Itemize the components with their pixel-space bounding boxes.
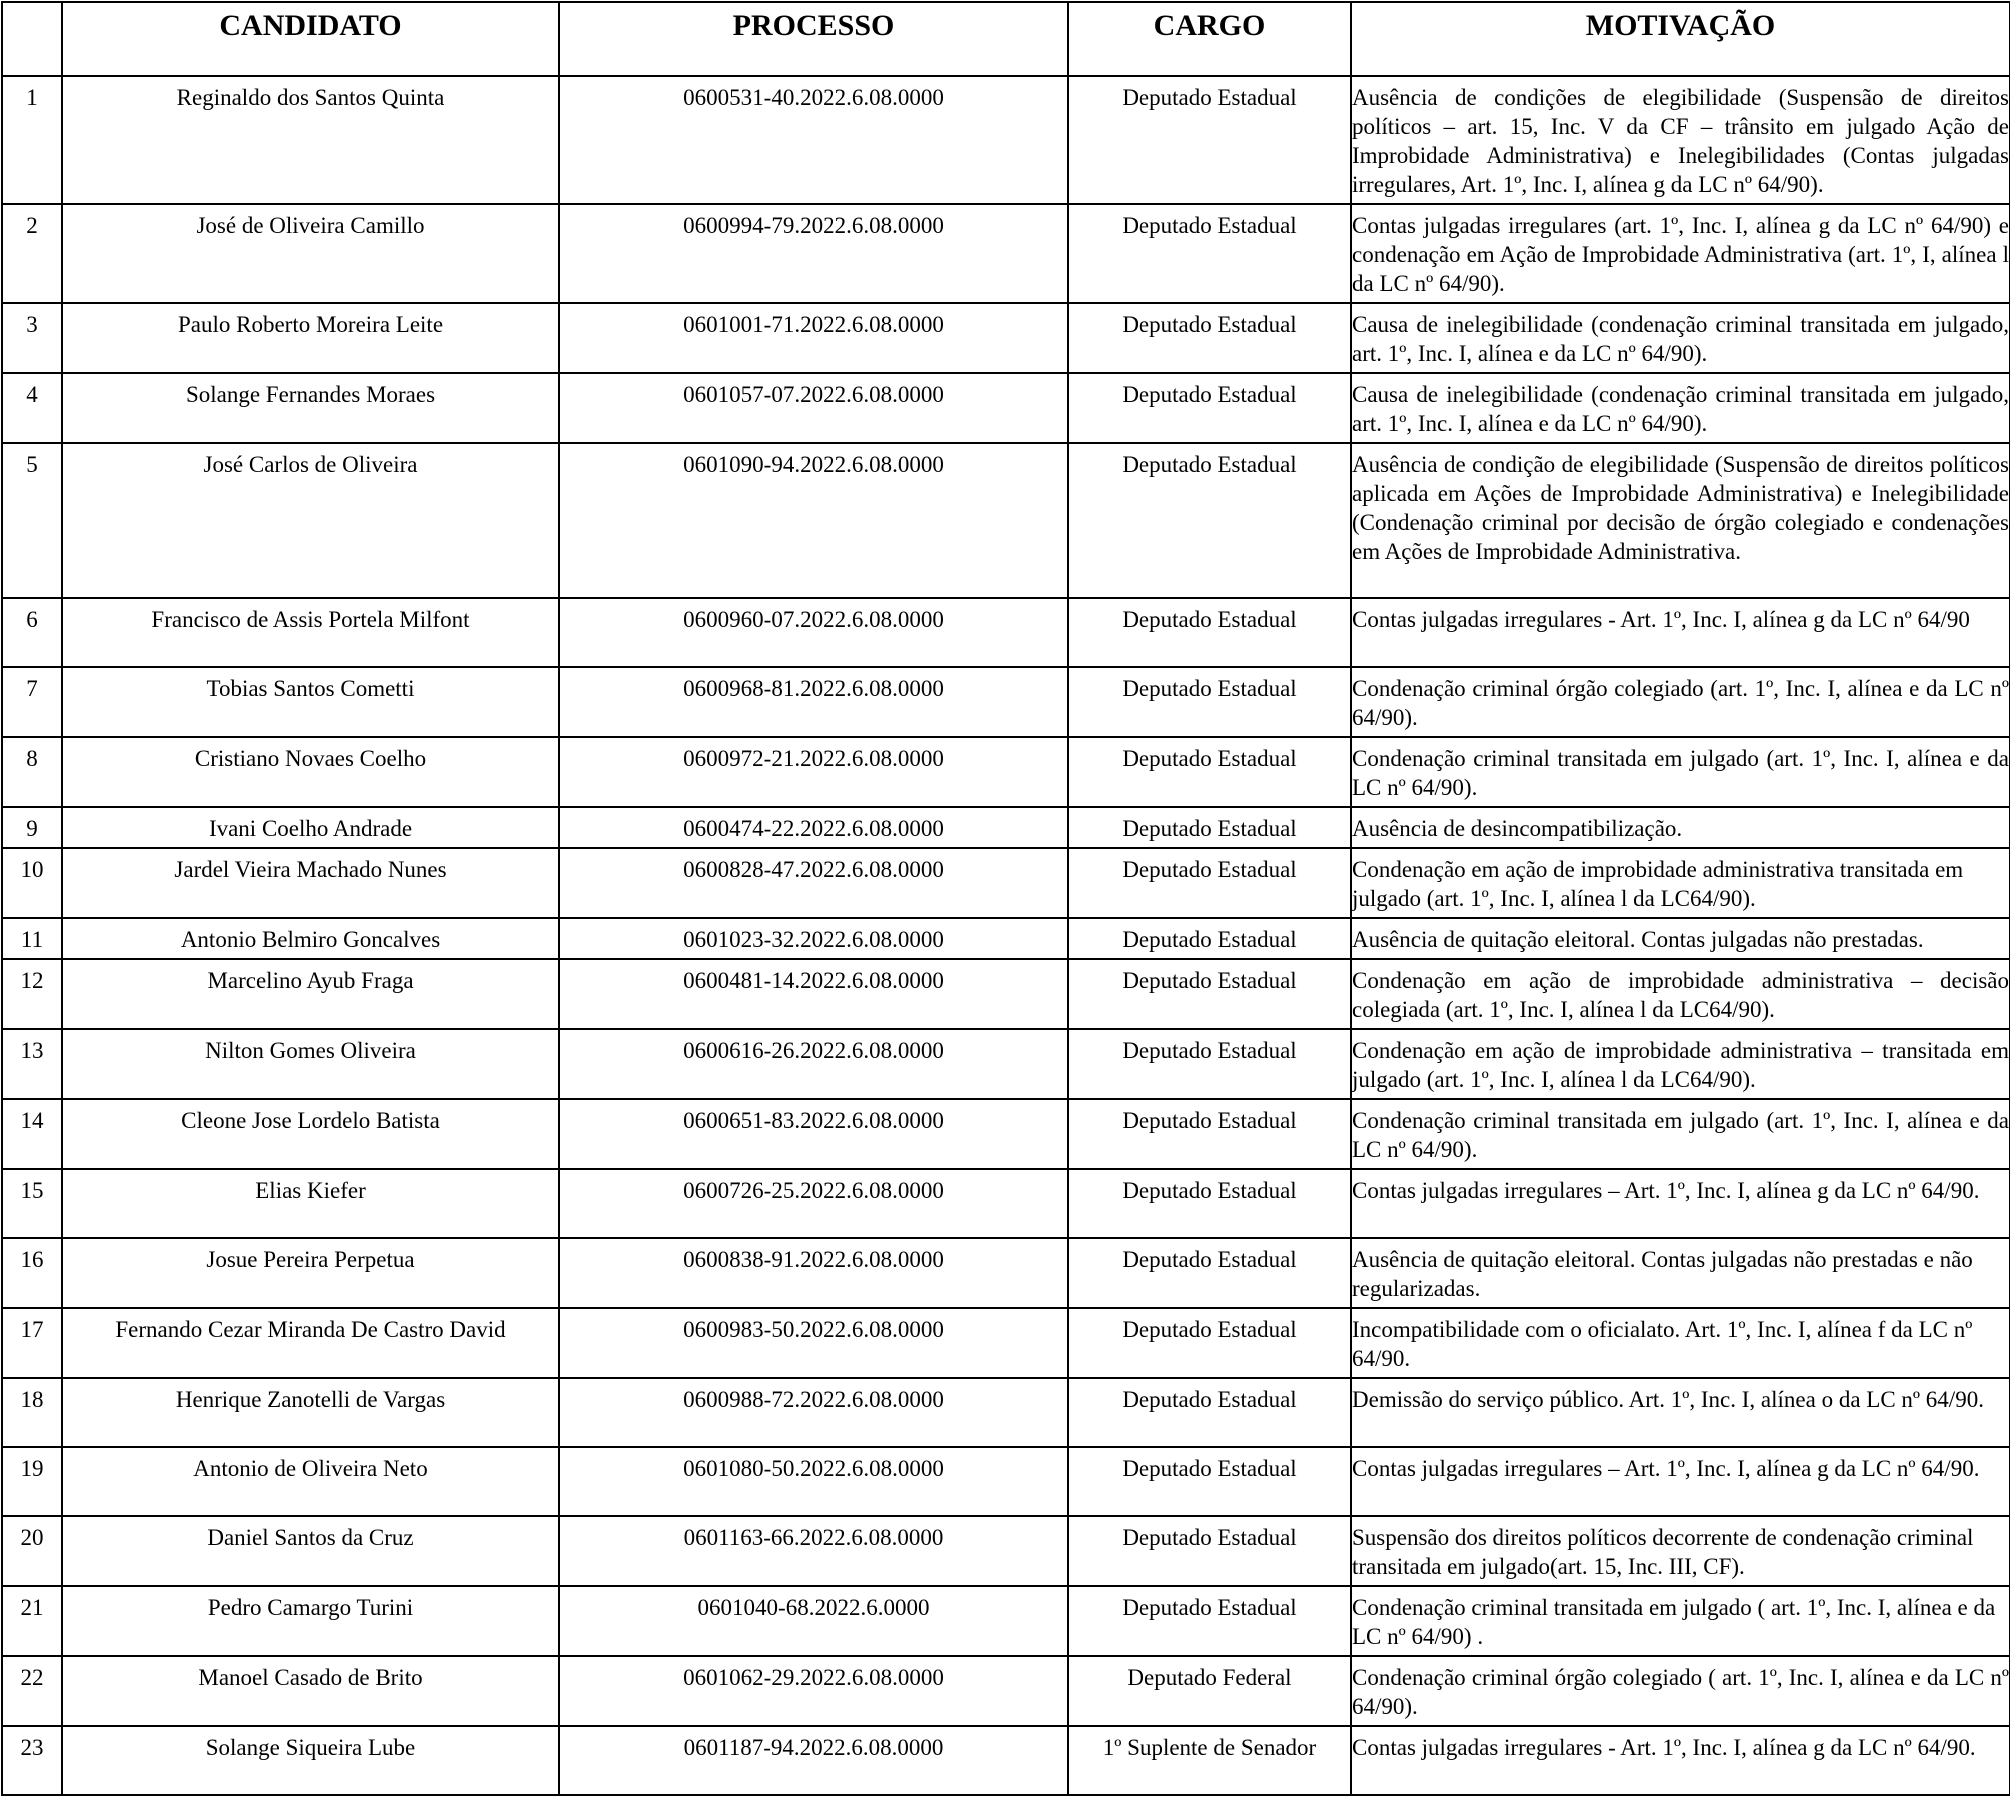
process-number: 0601090-94.2022.6.08.0000 xyxy=(559,443,1068,598)
motivation: Condenação em ação de improbidade administrativa – decisão colegiada (art. 1º, Inc. I, alínea l da LC64/90). xyxy=(1351,959,2010,1029)
candidate-name: Cristiano Novaes Coelho xyxy=(62,737,559,807)
process-number: 0600972-21.2022.6.08.0000 xyxy=(559,737,1068,807)
table-row xyxy=(2,737,2010,807)
candidate-name: Solange Siqueira Lube xyxy=(62,1726,559,1795)
motivation: Contas julgadas irregulares – Art. 1º, Inc. I, alínea g da LC nº 64/90. xyxy=(1351,1169,2010,1238)
row-number: 18 xyxy=(2,1378,62,1447)
motivation: Contas julgadas irregulares – Art. 1º, Inc. I, alínea g da LC nº 64/90. xyxy=(1351,1447,2010,1516)
process-number: 0600960-07.2022.6.08.0000 xyxy=(559,598,1068,667)
table-row xyxy=(2,1447,2010,1516)
motivation: Condenação em ação de improbidade administrativa transitada em julgado (art. 1º, Inc. I, alínea l da LC64/90). xyxy=(1351,848,2010,918)
row-number: 15 xyxy=(2,1169,62,1238)
header-motivacao: MOTIVAÇÃO xyxy=(1351,2,2010,76)
candidates-table xyxy=(1,1,2010,1796)
row-number: 6 xyxy=(2,598,62,667)
table-row xyxy=(2,667,2010,737)
candidate-name: Solange Fernandes Moraes xyxy=(62,373,559,443)
motivation: Condenação criminal transitada em julgado ( art. 1º, Inc. I, alínea e da LC nº 64/90) . xyxy=(1351,1586,2010,1656)
row-number: 22 xyxy=(2,1656,62,1726)
candidate-name: Ivani Coelho Andrade xyxy=(62,807,559,848)
candidate-name: Manoel Casado de Brito xyxy=(62,1656,559,1726)
row-number: 23 xyxy=(2,1726,62,1795)
header-num xyxy=(2,2,62,76)
candidate-name: Marcelino Ayub Fraga xyxy=(62,959,559,1029)
row-number: 21 xyxy=(2,1586,62,1656)
process-number: 0601062-29.2022.6.08.0000 xyxy=(559,1656,1068,1726)
process-number: 0600988-72.2022.6.08.0000 xyxy=(559,1378,1068,1447)
process-number: 0601040-68.2022.6.0000 xyxy=(559,1586,1068,1656)
table-row xyxy=(2,807,2010,848)
process-number: 0601080-50.2022.6.08.0000 xyxy=(559,1447,1068,1516)
table-row xyxy=(2,1656,2010,1726)
position: Deputado Estadual xyxy=(1068,303,1351,373)
motivation: Ausência de quitação eleitoral. Contas julgadas não prestadas e não regularizadas. xyxy=(1351,1238,2010,1308)
row-number: 9 xyxy=(2,807,62,848)
row-number: 20 xyxy=(2,1516,62,1586)
candidate-name: Nilton Gomes Oliveira xyxy=(62,1029,559,1099)
motivation: Condenação criminal transitada em julgado (art. 1º, Inc. I, alínea e da LC nº 64/90). xyxy=(1351,1099,2010,1169)
row-number: 10 xyxy=(2,848,62,918)
candidate-name: Paulo Roberto Moreira Leite xyxy=(62,303,559,373)
table-row xyxy=(2,848,2010,918)
motivation: Contas julgadas irregulares - Art. 1º, Inc. I, alínea g da LC nº 64/90 xyxy=(1351,598,2010,667)
header-candidato: CANDIDATO xyxy=(62,2,559,76)
table-row xyxy=(2,303,2010,373)
row-number: 8 xyxy=(2,737,62,807)
position: Deputado Estadual xyxy=(1068,1169,1351,1238)
position: Deputado Estadual xyxy=(1068,1516,1351,1586)
candidate-name: Elias Kiefer xyxy=(62,1169,559,1238)
motivation: Ausência de quitação eleitoral. Contas julgadas não prestadas. xyxy=(1351,918,2010,959)
candidate-name: Jardel Vieira Machado Nunes xyxy=(62,848,559,918)
position: Deputado Estadual xyxy=(1068,1447,1351,1516)
process-number: 0600481-14.2022.6.08.0000 xyxy=(559,959,1068,1029)
table-row xyxy=(2,1029,2010,1099)
position: 1º Suplente de Senador xyxy=(1068,1726,1351,1795)
motivation: Demissão do serviço público. Art. 1º, Inc. I, alínea o da LC nº 64/90. xyxy=(1351,1378,2010,1447)
candidate-name: José Carlos de Oliveira xyxy=(62,443,559,598)
process-number: 0600983-50.2022.6.08.0000 xyxy=(559,1308,1068,1378)
motivation: Ausência de condições de elegibilidade (Suspensão de direitos políticos – art. 15, Inc. V da CF – trânsito em julgado Ação de Improbidade Administrativa) e Inelegibilidades (Contas julgadas irregulares, Art. 1º, Inc. I, alínea g da LC nº 64/90). xyxy=(1351,76,2010,204)
row-number: 12 xyxy=(2,959,62,1029)
motivation: Condenação criminal órgão colegiado ( art. 1º, Inc. I, alínea e da LC nº 64/90). xyxy=(1351,1656,2010,1726)
motivation: Contas julgadas irregulares (art. 1º, Inc. I, alínea g da LC nº 64/90) e condenação em Ação de Improbidade Administrativa (art. 1º, I, alínea l da LC nº 64/90). xyxy=(1351,204,2010,303)
motivation: Causa de inelegibilidade (condenação criminal transitada em julgado, art. 1º, Inc. I, alínea e da LC nº 64/90). xyxy=(1351,303,2010,373)
process-number: 0601001-71.2022.6.08.0000 xyxy=(559,303,1068,373)
process-number: 0600726-25.2022.6.08.0000 xyxy=(559,1169,1068,1238)
process-number: 0600838-91.2022.6.08.0000 xyxy=(559,1238,1068,1308)
table-row xyxy=(2,443,2010,598)
row-number: 3 xyxy=(2,303,62,373)
position: Deputado Estadual xyxy=(1068,737,1351,807)
process-number: 0601023-32.2022.6.08.0000 xyxy=(559,918,1068,959)
row-number: 13 xyxy=(2,1029,62,1099)
header-cargo: CARGO xyxy=(1068,2,1351,76)
position: Deputado Estadual xyxy=(1068,1308,1351,1378)
row-number: 2 xyxy=(2,204,62,303)
position: Deputado Estadual xyxy=(1068,204,1351,303)
row-number: 7 xyxy=(2,667,62,737)
row-number: 19 xyxy=(2,1447,62,1516)
header-processo: PROCESSO xyxy=(559,2,1068,76)
candidate-name: Pedro Camargo Turini xyxy=(62,1586,559,1656)
process-number: 0600651-83.2022.6.08.0000 xyxy=(559,1099,1068,1169)
process-number: 0600828-47.2022.6.08.0000 xyxy=(559,848,1068,918)
row-number: 17 xyxy=(2,1308,62,1378)
table-row xyxy=(2,1308,2010,1378)
motivation: Ausência de condição de elegibilidade (Suspensão de direitos políticos aplicada em Ações de Improbidade Administrativa) e Inelegibilidade (Condenação criminal por decisão de órgão colegiado e condenações em Ações de Improbidade Administrativa. xyxy=(1351,443,2010,598)
table-header xyxy=(2,2,2010,76)
table-row xyxy=(2,959,2010,1029)
candidate-name: Henrique Zanotelli de Vargas xyxy=(62,1378,559,1447)
header-row xyxy=(2,2,2010,76)
position: Deputado Estadual xyxy=(1068,1099,1351,1169)
motivation: Condenação em ação de improbidade administrativa – transitada em julgado (art. 1º, Inc. I, alínea l da LC64/90). xyxy=(1351,1029,2010,1099)
candidate-name: Tobias Santos Cometti xyxy=(62,667,559,737)
motivation: Contas julgadas irregulares - Art. 1º, Inc. I, alínea g da LC nº 64/90. xyxy=(1351,1726,2010,1795)
process-number: 0600994-79.2022.6.08.0000 xyxy=(559,204,1068,303)
table-row xyxy=(2,1238,2010,1308)
candidate-name: Reginaldo dos Santos Quinta xyxy=(62,76,559,204)
candidate-name: Antonio Belmiro Goncalves xyxy=(62,918,559,959)
position: Deputado Estadual xyxy=(1068,807,1351,848)
process-number: 0600616-26.2022.6.08.0000 xyxy=(559,1029,1068,1099)
candidate-name: José de Oliveira Camillo xyxy=(62,204,559,303)
table-row xyxy=(2,1169,2010,1238)
table-body xyxy=(2,76,2010,1795)
row-number: 16 xyxy=(2,1238,62,1308)
candidate-name: Josue Pereira Perpetua xyxy=(62,1238,559,1308)
row-number: 14 xyxy=(2,1099,62,1169)
motivation: Causa de inelegibilidade (condenação criminal transitada em julgado, art. 1º, Inc. I, alínea e da LC nº 64/90). xyxy=(1351,373,2010,443)
table-row xyxy=(2,76,2010,204)
candidate-name: Fernando Cezar Miranda De Castro David xyxy=(62,1308,559,1378)
process-number: 0601163-66.2022.6.08.0000 xyxy=(559,1516,1068,1586)
process-number: 0600531-40.2022.6.08.0000 xyxy=(559,76,1068,204)
table-row xyxy=(2,373,2010,443)
process-number: 0601187-94.2022.6.08.0000 xyxy=(559,1726,1068,1795)
position: Deputado Federal xyxy=(1068,1656,1351,1726)
process-number: 0600968-81.2022.6.08.0000 xyxy=(559,667,1068,737)
motivation: Condenação criminal órgão colegiado (art. 1º, Inc. I, alínea e da LC nº 64/90). xyxy=(1351,667,2010,737)
position: Deputado Estadual xyxy=(1068,848,1351,918)
row-number: 1 xyxy=(2,76,62,204)
candidate-name: Francisco de Assis Portela Milfont xyxy=(62,598,559,667)
process-number: 0600474-22.2022.6.08.0000 xyxy=(559,807,1068,848)
row-number: 11 xyxy=(2,918,62,959)
position: Deputado Estadual xyxy=(1068,959,1351,1029)
position: Deputado Estadual xyxy=(1068,598,1351,667)
table-row xyxy=(2,204,2010,303)
table-row xyxy=(2,1378,2010,1447)
candidate-name: Cleone Jose Lordelo Batista xyxy=(62,1099,559,1169)
position: Deputado Estadual xyxy=(1068,373,1351,443)
table-row xyxy=(2,1099,2010,1169)
position: Deputado Estadual xyxy=(1068,1586,1351,1656)
motivation: Ausência de desincompatibilização. xyxy=(1351,807,2010,848)
motivation: Incompatibilidade com o oficialato. Art. 1º, Inc. I, alínea f da LC nº 64/90. xyxy=(1351,1308,2010,1378)
position: Deputado Estadual xyxy=(1068,1029,1351,1099)
motivation: Condenação criminal transitada em julgado (art. 1º, Inc. I, alínea e da LC nº 64/90). xyxy=(1351,737,2010,807)
position: Deputado Estadual xyxy=(1068,667,1351,737)
candidate-name: Antonio de Oliveira Neto xyxy=(62,1447,559,1516)
position: Deputado Estadual xyxy=(1068,76,1351,204)
process-number: 0601057-07.2022.6.08.0000 xyxy=(559,373,1068,443)
candidate-name: Daniel Santos da Cruz xyxy=(62,1516,559,1586)
row-number: 5 xyxy=(2,443,62,598)
position: Deputado Estadual xyxy=(1068,918,1351,959)
table-row xyxy=(2,1586,2010,1656)
table-row xyxy=(2,918,2010,959)
table-row xyxy=(2,1516,2010,1586)
motivation: Suspensão dos direitos políticos decorrente de condenação criminal transitada em julgado(art. 15, Inc. III, CF). xyxy=(1351,1516,2010,1586)
position: Deputado Estadual xyxy=(1068,1238,1351,1308)
position: Deputado Estadual xyxy=(1068,1378,1351,1447)
row-number: 4 xyxy=(2,373,62,443)
table-row xyxy=(2,598,2010,667)
position: Deputado Estadual xyxy=(1068,443,1351,598)
table-row xyxy=(2,1726,2010,1795)
